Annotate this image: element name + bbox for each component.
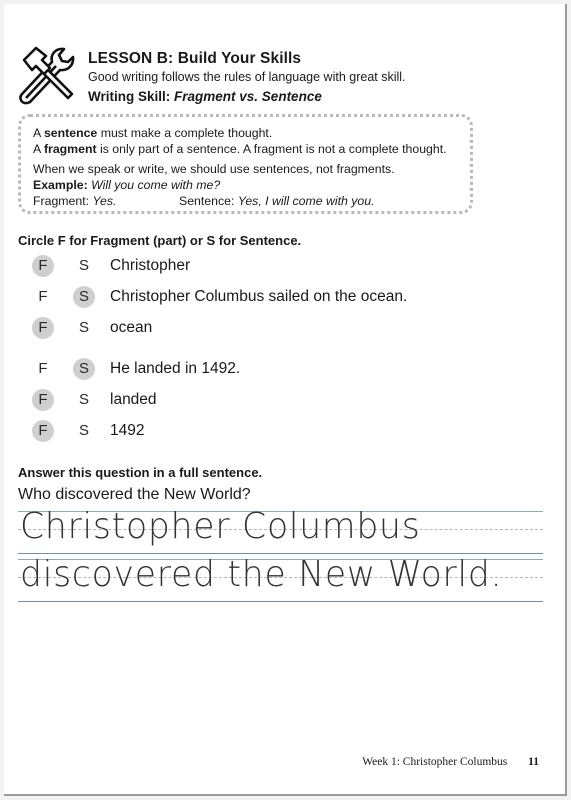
rule-usage: When we speak or write, we should use sentences, not fragments. [33,162,395,176]
exercise-item [4,255,544,279]
exercise-item [4,420,544,444]
question-instructions: Answer this question in a full sentence. [18,465,263,480]
exercise-item [4,317,544,341]
writing-skill-heading [88,89,322,104]
exercise-item [4,358,544,382]
handwriting-line-2[interactable] [18,554,543,605]
choice-f-circled[interactable]: F [32,255,54,277]
choice-s[interactable]: S [78,391,89,408]
item-text: Christopher [110,257,191,274]
choice-s[interactable]: S [78,422,89,439]
item-text: 1492 [110,422,145,439]
choice-f-circled[interactable]: F [32,317,54,339]
item-text: ocean [110,319,153,336]
handwritten-answer-line-1: Christopher Columbus [20,506,421,547]
writing-skill-value: Fragment vs. Sentence [174,89,322,104]
choice-s[interactable]: S [78,257,89,274]
exercise-item [4,389,544,413]
choice-f-circled[interactable]: F [32,420,54,442]
term-fragment: fragment [43,142,97,156]
exercise-instructions: Circle F for Fragment (part) or S for Sentence. [18,233,302,248]
example-label: Example: [33,178,88,192]
handwritten-answer-line-2: discovered the New World. [20,554,503,595]
guide-line-base [18,601,543,602]
rule-fragment-definition: A fragment is only part of a sentence. A fragment is not a complete thought. [33,142,447,156]
handwriting-line-1[interactable] [18,506,543,557]
worksheet-page [4,4,567,796]
item-text: landed [110,391,157,408]
writing-skill-label: Writing Skill: [88,89,171,104]
lesson-title: LESSON B: Build Your Skills [88,50,302,67]
fragment-example: Fragment: Yes. [33,194,117,208]
page-footer [362,756,539,768]
footer-chapter: Week 1: Christopher Columbus [362,756,508,768]
wrench-hammer-icon [16,46,82,108]
term-sentence: sentence [43,126,98,140]
lesson-subtitle: Good writing follows the rules of language with great skill. [88,70,406,84]
choice-f[interactable]: F [38,360,48,377]
sentence-example: Sentence: Yes, I will come with you. [179,194,375,208]
choice-s-circled[interactable]: S [73,286,95,308]
choice-s-circled[interactable]: S [73,358,95,380]
choice-s[interactable]: S [78,319,89,336]
example-text: Will you come with me? [91,178,221,192]
rule-box [18,114,473,214]
choice-f[interactable]: F [38,288,48,305]
item-text: Christopher Columbus sailed on the ocean. [110,288,408,305]
exercise-item [4,286,544,310]
example-line [33,177,460,193]
item-text: He landed in 1492. [110,360,241,377]
rule-sentence-definition: A sentence must make a complete thought. [33,126,273,140]
choice-f-circled[interactable]: F [32,389,54,411]
question-text: Who discovered the New World? [18,486,251,503]
example-answers [33,193,460,209]
page-number: 11 [528,756,539,768]
